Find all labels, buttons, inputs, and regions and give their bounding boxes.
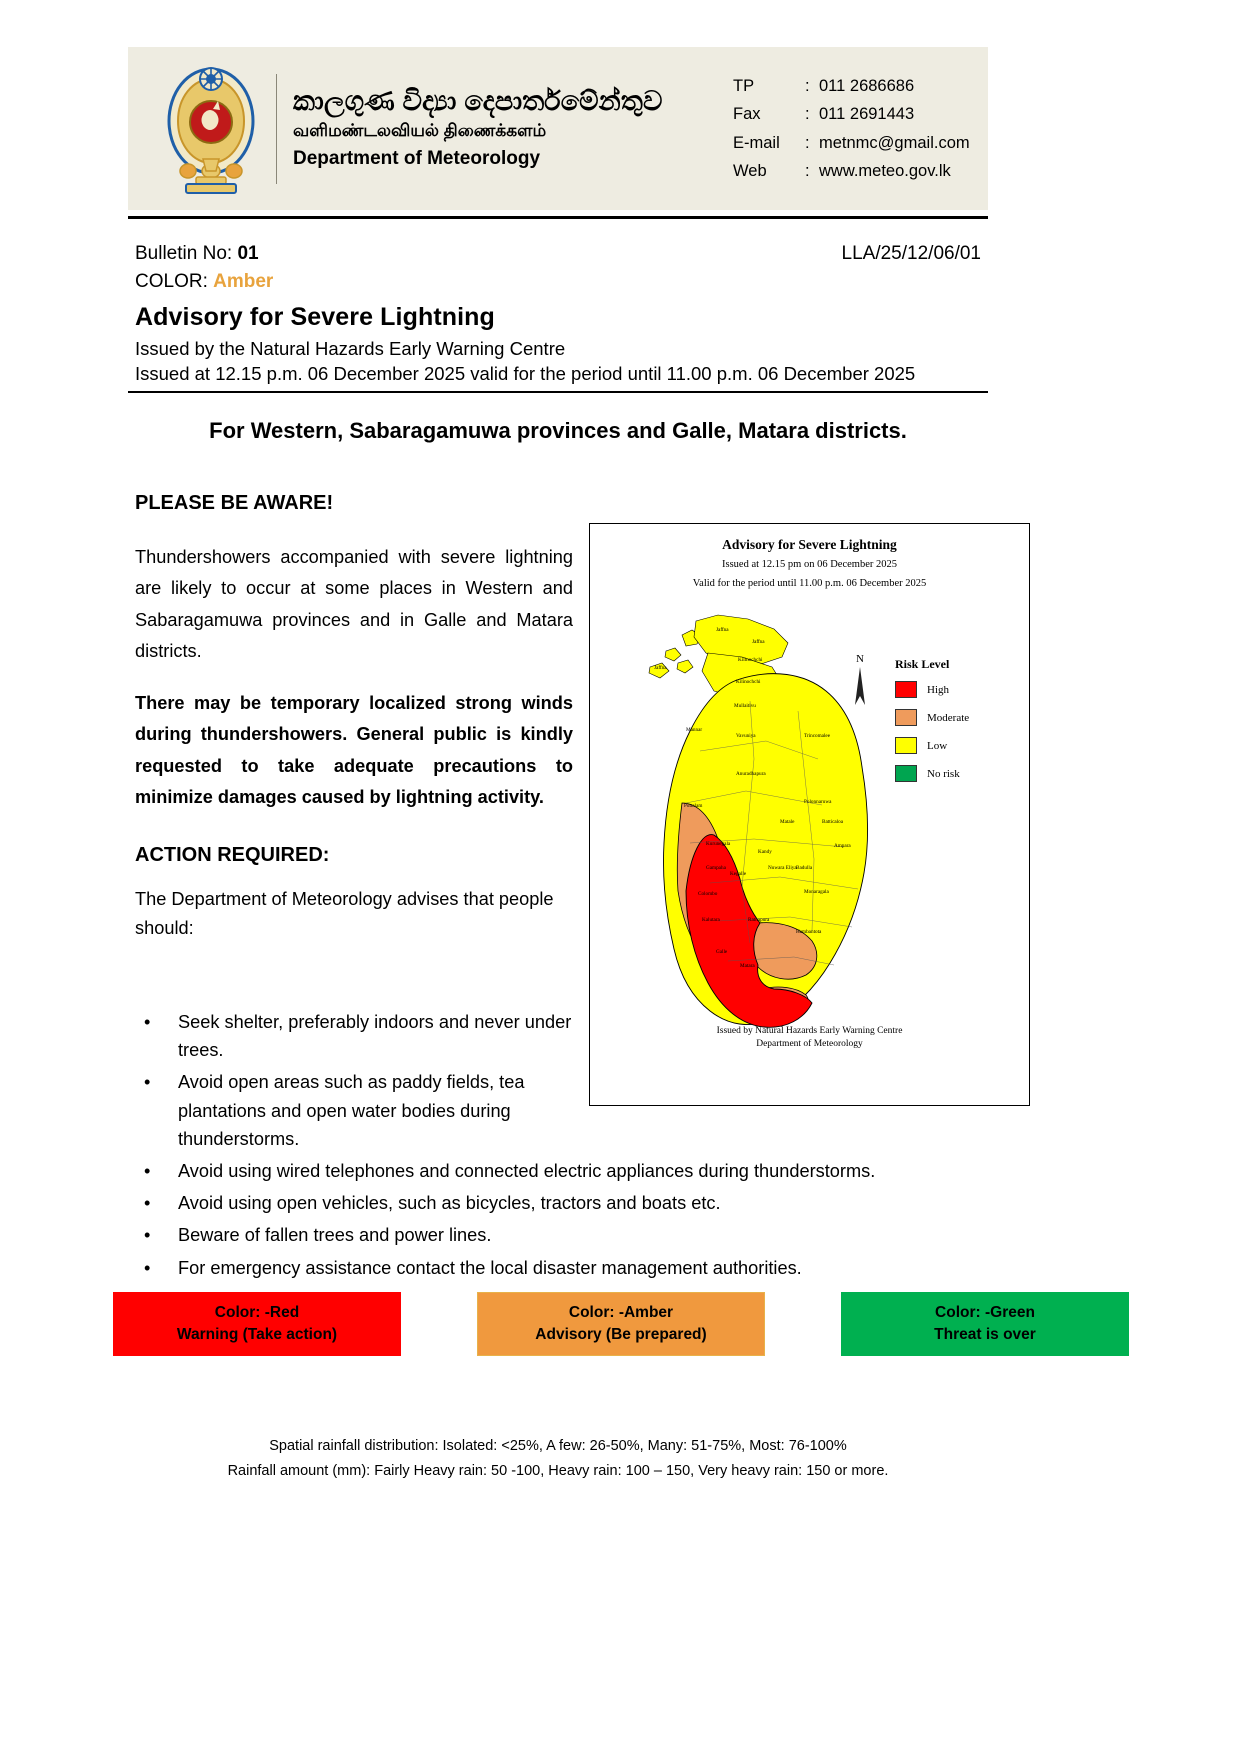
svg-text:Monaragala: Monaragala [804, 889, 829, 896]
contact-sep-email: : [805, 133, 810, 152]
legend-row-high [895, 681, 1015, 698]
bullet-dot-icon: • [144, 1012, 151, 1032]
organization-names [293, 86, 723, 170]
svg-text:Kilinochchi: Kilinochchi [738, 657, 763, 664]
header-rule [128, 216, 988, 219]
svg-text:Ampara: Ampara [834, 843, 851, 850]
contact-value-tp: 011 2686686 [819, 76, 915, 95]
action-required-heading: ACTION REQUIRED: [135, 843, 330, 866]
legend-swatch-high [895, 681, 917, 698]
svg-text:Ratnapura: Ratnapura [748, 917, 770, 924]
meta-rule [128, 391, 988, 393]
color-code-banners [113, 1292, 1129, 1356]
bullet-dot-icon: • [144, 1072, 151, 1093]
legend-label-norisk: No risk [927, 767, 960, 780]
svg-text:Jaffna: Jaffna [716, 627, 729, 634]
legend-swatch-low [895, 737, 917, 754]
bulletin-reference: LLA/25/12/06/01 [841, 243, 981, 264]
svg-text:Matara: Matara [740, 963, 755, 970]
org-name-english: Department of Meteorology [293, 147, 541, 169]
contact-sep-fax: : [805, 105, 810, 124]
bullet-dot-icon: • [144, 1161, 151, 1182]
bullet-text: Avoid using open vehicles, such as bicycles, tractors and boats etc. [178, 1193, 721, 1214]
map-footer-line-2: Department of Meteorology [756, 1039, 863, 1050]
contact-row-fax [733, 100, 988, 128]
letterhead [128, 47, 988, 210]
list-item [140, 1189, 990, 1217]
bulletin-number-row [135, 243, 981, 265]
svg-text:Kalutara: Kalutara [702, 917, 720, 924]
advisory-paragraph-2: There may be temporary localized strong winds during thundershowers. General public is kindly requested to take adequate precautions to minimize damages caused by lightning activity. [135, 692, 573, 808]
compass-north-icon [843, 653, 877, 712]
header-divider [276, 74, 277, 184]
svg-text:Vavuniya: Vavuniya [736, 733, 756, 740]
affected-areas-headline: For Western, Sabaragamuwa provinces and Galle, Matara districts. [209, 418, 907, 443]
bullet-text: For emergency assistance contact the local disaster management authorities. [178, 1257, 802, 1278]
svg-text:Kandy: Kandy [758, 849, 772, 856]
svg-text:Hambantota: Hambantota [796, 929, 822, 936]
svg-text:Colombo: Colombo [698, 891, 718, 898]
svg-text:Kilinochchi: Kilinochchi [736, 679, 761, 686]
svg-text:Puttalam: Puttalam [684, 803, 703, 810]
svg-text:Badulla: Badulla [796, 865, 813, 872]
banner-color-amber: Color: -Amber [568, 1303, 674, 1321]
status-badge-red [113, 1292, 401, 1356]
banner-action-amber: Advisory (Be prepared) [535, 1326, 707, 1343]
bullet-text: Avoid open areas such as paddy fields, tea plantations and open water bodies during thunderstorms. [178, 1072, 525, 1149]
bulletin-number [135, 243, 259, 265]
advisory-text-column [135, 492, 573, 963]
list-item [140, 1008, 990, 1064]
svg-text:Jaffna: Jaffna [654, 665, 667, 672]
contact-details [723, 72, 988, 186]
contact-row-email [733, 129, 988, 157]
bullet-dot-icon: • [144, 1193, 151, 1214]
status-badge-amber [477, 1292, 765, 1356]
advises-intro: The Department of Meteorology advises that people should: [135, 888, 554, 938]
bullet-dot-icon: • [144, 1257, 151, 1278]
bulletin-color-row [135, 271, 981, 293]
banner-action-green: Threat is over [934, 1326, 1036, 1343]
action-bullet-list [140, 1008, 990, 1286]
compass-label: N [856, 653, 864, 666]
legend-label-low: Low [927, 739, 948, 752]
bullet-text: Avoid using wired telephones and connected electric appliances during thunderstorms. [178, 1161, 876, 1182]
map-canvas [590, 591, 1029, 1061]
please-be-aware-heading: PLEASE BE AWARE! [135, 492, 334, 514]
bulletin-number-label: Bulletin No: [135, 243, 238, 264]
svg-text:Anuradhapura: Anuradhapura [736, 771, 766, 778]
legend-swatch-moderate [895, 709, 917, 726]
color-value: Amber [213, 271, 274, 292]
svg-text:Jaffna: Jaffna [752, 639, 765, 646]
contact-value-fax: 011 2691443 [819, 105, 915, 124]
svg-text:Galle: Galle [716, 949, 728, 956]
bullet-text: Beware of fallen trees and power lines. [178, 1225, 492, 1246]
svg-text:Batticaloa: Batticaloa [822, 819, 844, 826]
bulletin-number-value: 01 [237, 243, 259, 264]
banner-action-red: Warning (Take action) [176, 1326, 338, 1343]
contact-row-tp [733, 72, 988, 100]
list-item [140, 1254, 990, 1282]
legend-label-high: High [927, 683, 949, 696]
validity-period: Issued at 12.15 p.m. 06 December 2025 valid for the period until 11.00 p.m. 06 December 2025 [135, 363, 916, 384]
legend-label-moderate: Moderate [927, 711, 970, 724]
legend-row-norisk [895, 765, 1015, 782]
map-legend [895, 657, 1015, 793]
org-name-tamil: வளிமண்டலவியல் திணைக்களம் [293, 121, 547, 141]
legend-title: Risk Level [895, 657, 950, 672]
svg-text:Trincomalee: Trincomalee [804, 733, 831, 740]
svg-text:Matale: Matale [780, 819, 795, 826]
page-footer [128, 1434, 988, 1485]
issued-by: Issued by the Natural Hazards Early Warning Centre [135, 338, 566, 359]
contact-label-email: E-mail [733, 133, 780, 152]
advisory-paragraph-1: Thundershowers accompanied with severe lightning are likely to occur at some places in Western and Sabaragamuwa provinces and in Galle and Matara districts. [135, 547, 573, 662]
svg-text:Gampaha: Gampaha [706, 865, 726, 872]
legend-row-low [895, 737, 1015, 754]
page-title: Advisory for Severe Lightning [135, 303, 495, 331]
footer-line-1: Spatial rainfall distribution: Isolated: <25%, A few: 26-50%, Many: 51-75%, Most: 76-100% [269, 1438, 847, 1454]
color-label: COLOR: [135, 271, 214, 292]
contact-label-web: Web [733, 161, 767, 180]
svg-text:Kegalle: Kegalle [730, 871, 747, 878]
map-footer-line-1: Issued by Natural Hazards Early Warning Centre [716, 1025, 903, 1036]
map-issued-line: Issued at 12.15 pm on 06 December 2025 [722, 559, 897, 570]
list-item [140, 1068, 990, 1153]
status-badge-green [841, 1292, 1129, 1356]
bullet-text: Seek shelter, preferably indoors and never under trees. [178, 1012, 572, 1061]
bulletin-meta [135, 243, 981, 385]
footer-line-2: Rainfall amount (mm): Fairly Heavy rain: 50 -100, Heavy rain: 100 – 150, Very heavy rain: 150 or more. [227, 1463, 889, 1480]
legend-swatch-norisk [895, 765, 917, 782]
bullet-dot-icon: • [144, 1225, 151, 1246]
svg-text:Polonnaruwa: Polonnaruwa [804, 799, 832, 806]
contact-label-fax: Fax [733, 105, 761, 124]
contact-label-tp: TP [733, 76, 755, 95]
banner-color-red: Color: -Red [214, 1303, 300, 1321]
map-title: Advisory for Severe Lightning [722, 537, 897, 552]
contact-sep-web: : [805, 161, 810, 180]
contact-row-web [733, 157, 988, 185]
org-name-sinhala: කාලගුණ විද්‍යා දෙපාර්තමේන්තුව [293, 86, 663, 117]
list-item [140, 1157, 990, 1185]
sri-lanka-national-emblem-icon [156, 59, 266, 199]
svg-text:Nuwara Eliya: Nuwara Eliya [768, 865, 797, 872]
legend-row-moderate [895, 709, 1015, 726]
contact-value-web[interactable]: www.meteo.gov.lk [819, 161, 951, 180]
list-item [140, 1221, 990, 1249]
map-valid-line: Valid for the period until 11.00 p.m. 06 December 2025 [692, 578, 927, 590]
svg-text:Mullaitivu: Mullaitivu [734, 703, 756, 710]
svg-text:Mannar: Mannar [686, 727, 703, 734]
contact-sep-tp: : [805, 76, 810, 95]
svg-text:Kurunegala: Kurunegala [706, 841, 731, 848]
banner-color-green: Color: -Green [935, 1303, 1035, 1321]
contact-value-email[interactable]: metnmc@gmail.com [819, 133, 970, 152]
